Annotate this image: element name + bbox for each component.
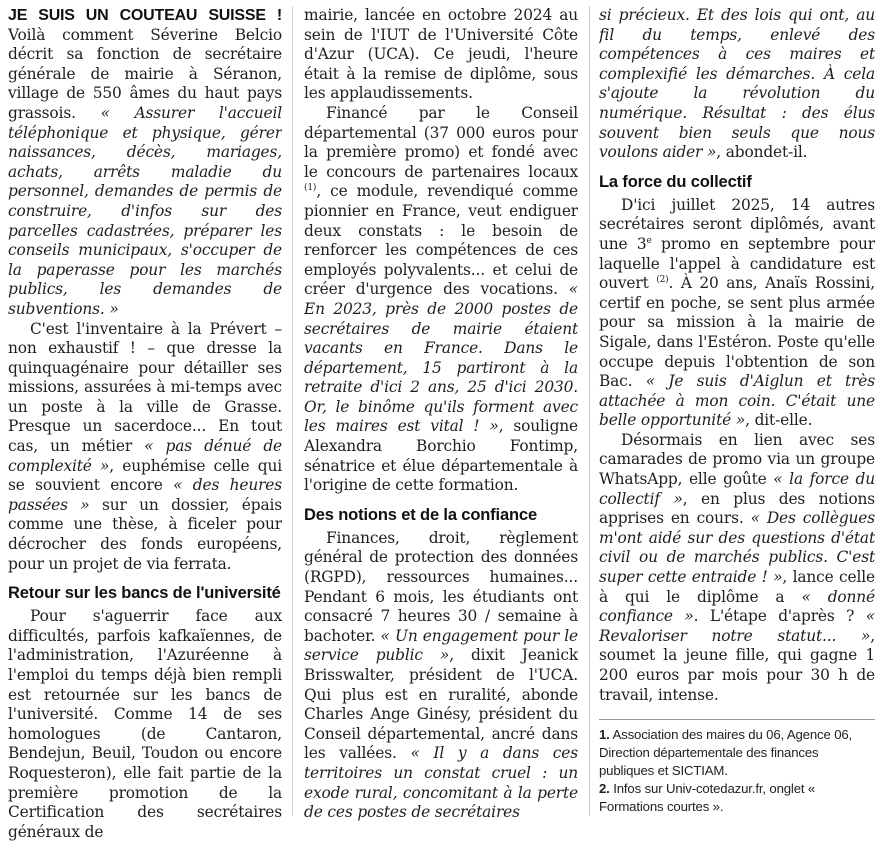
footnote-text: Infos sur Univ-cotedazur.fr, onglet « Formations courtes ». <box>599 781 816 815</box>
text-run: Voilà comment Séverine Belcio décrit sa fonction de secrétaire générale de mairie à Séranon, village de 550 âmes du haut pays grassois. <box>8 25 282 122</box>
text-run: , lance celle à qui le diplôme a <box>599 568 875 606</box>
text-run: mairie, lancée en octobre 2024 au sein de l'IUT de l'Université Côte d'Azur (UCA). Ce jeudi, l'heure était à la remise de diplôme, sous les applaudissements. <box>304 6 578 103</box>
quote: « Assurer l'accueil téléphonique et physique, gérer naissances, décès, mariages, achats, arrêts maladie du personnel, demandes de permis de construire, d'infos sur des parcelles cadastrées, préparer les conseils municipaux, s'occuper de la paperasse pour les marchés publics, les demandes de subventions. » <box>8 103 282 318</box>
column-divider <box>589 6 590 816</box>
quote: « Un engagement pour le service public » <box>304 626 578 665</box>
footnote-divider <box>599 719 875 720</box>
footnote-ref: (1) <box>304 183 317 194</box>
paragraph <box>304 529 578 823</box>
quote: « la force du collectif » <box>599 470 875 508</box>
text-run: , ce module, revendiqué comme pionnier en France, veut endiguer deux constats : le besoin de renforcer les compétences de ces employés polyvalents... et celui de créer d'urgence des vocations. <box>304 182 578 299</box>
text-run: sur un dossier, épais comme une thèse, à ficeler pour décrocher des fonds européens, pour un projet de via ferrata. <box>8 495 282 573</box>
footnote-1 <box>599 726 875 780</box>
footnote-number: 2. <box>599 781 610 797</box>
text-run: Financé par le Conseil départemental (37 000 euros pour la première promo) et fondé avec le concours de partenaires locaux <box>304 103 578 181</box>
quote: « Je suis d'Aiglun et très attachée à mon coin. C'était une belle opportunité » <box>599 372 875 430</box>
text-run: Pour s'aguerrir face aux difficultés, parfois kafkaïennes, de l'administration, l'Azuréenne à l'emploi du temps déjà bien rempli est retournée sur les bancs de l'université. Comme 14 de ses homologues (de Cantaron, Bendejun, Beuil, Toudon ou encore Roquesteron), elle fait partie de la première promotion de la Certification des secrétaires généraux de <box>8 607 282 841</box>
paragraph <box>599 431 875 705</box>
paragraph <box>304 6 578 104</box>
lead-paragraph <box>8 6 282 320</box>
quote: « pas dénué de complexité » <box>8 437 282 475</box>
text-run: , dixit Jeanick Brisswalter, président de l'UCA. Qui plus est en ruralité, abonde Charles Ange Ginésy, président du Conseil départemental, ancré dans les vallées. <box>304 646 578 763</box>
text-run: C'est l'inventaire à la Prévert – non exhaustif ! – que dresse la quinquagénaire pour détailler ses missions, assurées à mi-temps avec un poste à la ville de Grasse. Presque un sacerdoce... En tout cas, un métier <box>8 319 282 456</box>
subheading-retour: Retour sur les bancs de l'université <box>8 584 281 603</box>
text-run: , souligne Alexandra Borchio Fontimp, sénatrice et élue départementale à l'origine de cette formation. <box>304 417 578 495</box>
footnote-number: 1. <box>599 727 610 743</box>
quote: « En 2023, près de 2000 postes de secrétaires de mairie étaient vacants en France. Dans le département, 15 partiront à la retraite d'ici 2 ans, 25 d'ici 2030. Or, le binôme qu'ils forment avec les maires est vital ! » <box>304 280 578 436</box>
column-divider <box>292 6 293 816</box>
subheading-force: La force du collectif <box>599 172 752 191</box>
text-run: , dit-elle. <box>745 411 813 430</box>
footnote-text: Association des maires du 06, Agence 06, Direction départementale des finances publiques et SICTIAM. <box>599 727 853 779</box>
footnote-ref: (2) <box>656 275 669 285</box>
text-run: Désormais en lien avec ses camarades de promo via un groupe WhatsApp, elle goûte <box>599 430 875 489</box>
paragraph <box>304 104 578 496</box>
quote: si précieux. Et des lois qui ont, au fil du temps, enlevé des compétences à ces maires et complexifié les démarches. À cela s'ajoute la révolution du numérique. Résultat : des élus souvent bien seuls que nous voulons aider » <box>599 6 875 162</box>
quote: « Il y a dans ces territoires un constat cruel : un exode rural, concomitant à la perte de ces postes de secrétaires <box>304 744 578 822</box>
text-run: . L'étape d'après ? <box>693 607 866 626</box>
text-run: , en plus des notions apprises en cours. <box>599 489 875 528</box>
article-column-3 <box>599 6 875 816</box>
footnote-2 <box>599 780 875 816</box>
text-run: D'ici juillet 2025, 14 autres secrétaires seront diplômés, avant une 3 <box>599 195 875 253</box>
text-run: , euphémise celle qui se souvient encore <box>8 456 282 495</box>
text-run: Finances, droit, règlement général de protection des données (RGPD), ressources humaines... Pendant 6 mois, les étudiants ont consacré 7 heures 30 / semaine à bachoter. <box>304 528 578 645</box>
kicker: JE SUIS UN COUTEAU SUISSE ! <box>8 7 282 24</box>
text-run: , soumet la jeune fille, qui gagne 1 200 euros par mois pour 30 h de travail, intense. <box>599 626 875 704</box>
quote: « Des collègues m'ont aidé sur des questions d'état civil ou de marchés publics. C'est super cette entraide ! » <box>599 509 875 587</box>
text-run: promo en septembre pour laquelle l'appel à candidature est ouvert <box>599 234 875 293</box>
quote: « Revaloriser notre statut... » <box>599 607 875 645</box>
ordinal-superscript: e <box>646 235 652 246</box>
article-column-2 <box>304 6 578 823</box>
paragraph <box>599 6 875 163</box>
paragraph <box>8 320 282 575</box>
quote: « des heures passées » <box>8 476 282 514</box>
text-run: , abondet-il. <box>716 143 808 162</box>
subheading-notions: Des notions et de la confiance <box>304 505 537 524</box>
paragraph <box>599 196 875 431</box>
text-run: . À 20 ans, Anaïs Rossini, certif en poche, se sent plus armée pour sa mission à la mairie de Sigale, dans l'Estéron. Poste qu'elle occupe depuis l'obtention de son Bac. <box>599 274 875 391</box>
quote: « donné confiance » <box>599 587 875 626</box>
paragraph <box>8 607 282 842</box>
article-column-1 <box>8 6 282 842</box>
